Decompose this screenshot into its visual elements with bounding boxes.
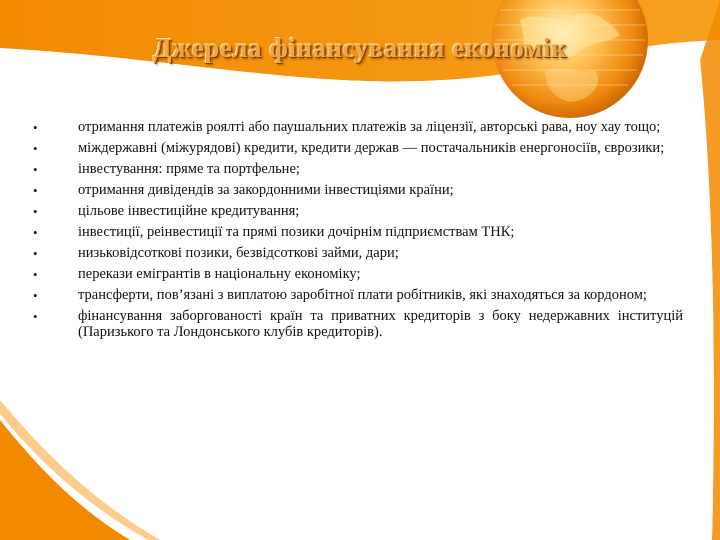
list-item-text: інвестиції, реінвестиції та прямі позики дочірнім підприємствам ТНК; bbox=[78, 224, 515, 240]
bullet-icon: • bbox=[33, 246, 38, 261]
list-item bbox=[33, 267, 683, 283]
list-item bbox=[33, 162, 683, 178]
list-item bbox=[33, 288, 683, 304]
bullet-icon: • bbox=[33, 120, 38, 135]
list-item-text: цільове інвестиційне кредитування; bbox=[78, 203, 300, 219]
list-item-text: інвестування: пряме та портфельне; bbox=[78, 161, 300, 177]
list-item bbox=[33, 204, 683, 220]
list-item bbox=[33, 183, 683, 199]
list-item bbox=[33, 120, 683, 136]
list-item-text: отримання дивідендів за закордонними інвестиціями країни; bbox=[78, 182, 454, 198]
list-item-text: перекази емігрантів в національну економіку; bbox=[78, 266, 361, 282]
bullet-icon: • bbox=[33, 162, 38, 177]
bullet-icon: • bbox=[33, 141, 38, 156]
bullet-icon: • bbox=[33, 225, 38, 240]
list-item-text: трансферти, пов’язані з виплатою заробітної плати робітників, які знаходяться за кордоном; bbox=[78, 287, 647, 303]
slide-title: Джерела фінансування економік bbox=[153, 33, 567, 63]
list-item bbox=[33, 309, 683, 340]
bullet-icon: • bbox=[33, 288, 38, 303]
bullet-icon: • bbox=[33, 267, 38, 282]
list-item bbox=[33, 225, 683, 241]
list-item-text: отримання платежів роялті або паушальних платежів за ліцензії, авторські рава, ноу хау тощо; bbox=[78, 119, 661, 135]
bullet-list bbox=[33, 120, 683, 346]
list-item bbox=[33, 141, 683, 157]
list-item-text: низьковідсоткові позики, безвідсоткові займи, дари; bbox=[78, 245, 399, 261]
bullet-icon: • bbox=[33, 183, 38, 198]
list-item bbox=[33, 246, 683, 262]
list-item-text: міждержавні (міжурядові) кредити, кредити держав — постачальників енергоносіїв, єврозики; bbox=[78, 140, 665, 156]
bullet-icon: • bbox=[33, 204, 38, 219]
list-item-text: фінансування заборгованості країн та приватних кредиторів з боку недержавних інституцій (Паризького та Лондонського клубів кредиторів). bbox=[78, 308, 683, 340]
bullet-icon: • bbox=[33, 309, 38, 324]
